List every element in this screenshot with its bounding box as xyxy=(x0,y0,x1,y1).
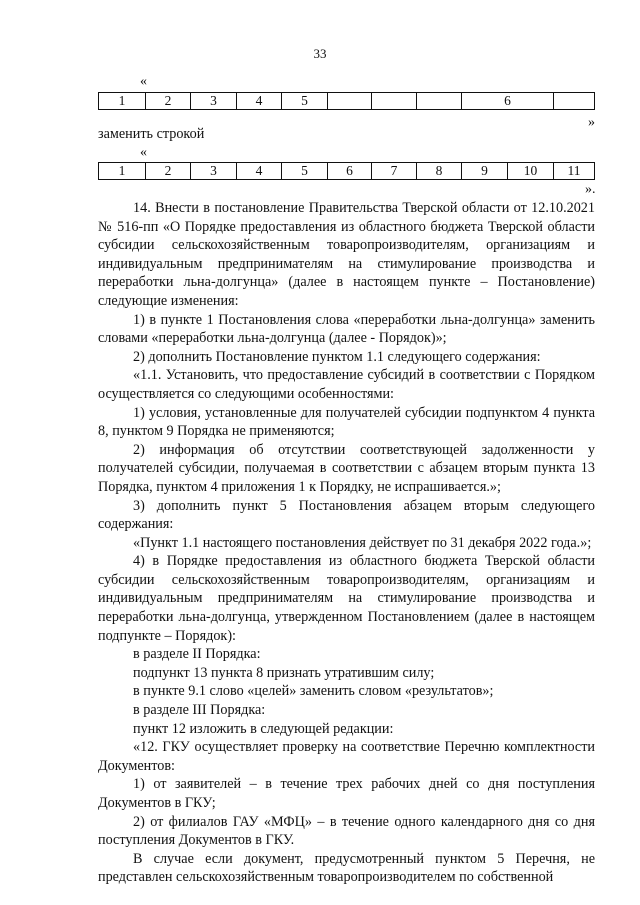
paragraph-if-document: В случае если документ, предусмотренный пунктом 5 Перечня, не представлен сельскохозяйственным товаропроизводителем по собственной xyxy=(98,850,595,886)
replace-with-row-label: заменить строкой xyxy=(98,126,205,142)
new-table-cell: 11 xyxy=(554,163,595,180)
paragraph-subitem-4: 4) в Порядке предоставления из областного бюджета Тверской области субсидии сельскохозяйственным товаропроизводителям, организациям и индивидуальным предпринимателям на стимулирование производства и переработки льна-долгунца, утвержденном Постановлением (далее в настоящем подпункте – Порядок): xyxy=(98,553,595,644)
old-table-cell: 3 xyxy=(191,93,237,110)
paragraph-quoted-validity: «Пункт 1.1 настоящего постановления действует по 31 декабря 2022 года.»; xyxy=(133,534,592,551)
opening-quote-old-row: « xyxy=(140,74,147,89)
old-column-header-row xyxy=(98,92,595,110)
paragraph-from-mfc: 2) от филиалов ГАУ «МФЦ» – в течение одного календарного дня со дня поступления Документов в ГКУ. xyxy=(98,813,595,849)
new-table-cell: 3 xyxy=(191,163,237,180)
paragraph-subitem-2: 2) дополнить Постановление пунктом 1.1 следующего содержания: xyxy=(133,348,541,365)
new-table-cell: 2 xyxy=(146,163,191,180)
old-table-cell: 6 xyxy=(462,93,554,110)
paragraph-subitem-3: 3) дополнить пункт 5 Постановления абзацем вторым следующего содержания: xyxy=(98,497,595,533)
paragraph-replace-word: в пункте 9.1 слово «целей» заменить словом «результатов»; xyxy=(133,683,494,700)
old-table-cell xyxy=(328,93,372,110)
paragraph-item-14: 14. Внести в постановление Правительства Тверской области от 12.10.2021 № 516-пп «О Порядке предоставления из областного бюджета Тверской области субсидии сельскохозяйственным товаропроизводителям, организациям и индивидуальным предпринимателям на стимулирование производства и переработки льна-долгунца» (далее в настоящем пункте – Постановление) следующие изменения: xyxy=(98,200,595,309)
old-table-cell: 4 xyxy=(237,93,282,110)
old-table-cell: 5 xyxy=(282,93,328,110)
old-table-cell: 1 xyxy=(99,93,146,110)
old-table-cell xyxy=(417,93,462,110)
paragraph-item-12-intro: пункт 12 изложить в следующей редакции: xyxy=(133,720,394,737)
paragraph-condition-2: 2) информация об отсутствии соответствующей задолженности у получателей субсидии, получаемая в соответствии с абзацем вторым пункта 13 Порядка, пунктом 4 приложения 1 к Порядку, не испрашивается.»; xyxy=(98,441,595,495)
new-table-cell: 10 xyxy=(508,163,554,180)
new-column-header-row xyxy=(98,162,595,180)
paragraph-condition-1: 1) условия, установленные для получателей субсидии подпунктом 4 пункта 8, пунктом 9 Порядка не применяются; xyxy=(98,404,595,440)
paragraph-subitem-1: 1) в пункте 1 Постановления слова «переработки льна-долгунца» заменить словами «переработки льна-долгунца (далее - Порядок)»; xyxy=(98,311,595,347)
paragraph-repeal-13: подпункт 13 пункта 8 признать утратившим силу; xyxy=(133,664,435,681)
opening-quote-new-row: « xyxy=(140,145,147,160)
paragraph-from-applicants: 1) от заявителей – в течение трех рабочих дней со дня поступления Документов в ГКУ; xyxy=(98,776,595,811)
old-table-cell xyxy=(554,93,595,110)
document-body xyxy=(98,199,595,887)
old-table-cell xyxy=(372,93,417,110)
new-table-cell: 4 xyxy=(237,163,282,180)
closing-quote-old-row: » xyxy=(588,115,595,130)
paragraph-section-3: в разделе III Порядка: xyxy=(133,702,266,719)
new-table-cell: 6 xyxy=(328,163,372,180)
new-table-cell: 5 xyxy=(282,163,328,180)
new-table-cell: 9 xyxy=(462,163,508,180)
new-table-cell: 7 xyxy=(372,163,417,180)
new-table-cell: 1 xyxy=(99,163,146,180)
paragraph-quoted-1-1: «1.1. Установить, что предоставление субсидий в соответствии с Порядком осуществляется со следующими особенностями: xyxy=(98,367,595,402)
new-table-cell: 8 xyxy=(417,163,462,180)
old-table-cell: 2 xyxy=(146,93,191,110)
page-number: 33 xyxy=(313,46,327,61)
paragraph-section-2: в разделе II Порядка: xyxy=(133,646,261,663)
closing-quote-new-row: ». xyxy=(585,182,596,197)
paragraph-quoted-item-12: «12. ГКУ осуществляет проверку на соответствие Перечню комплектности Документов: xyxy=(98,739,595,774)
